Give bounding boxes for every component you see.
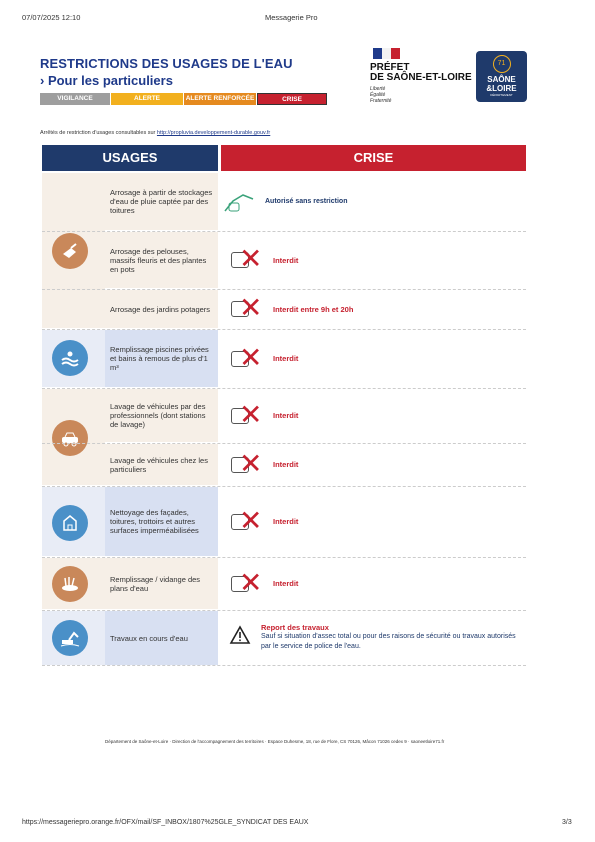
crise-cell (221, 444, 526, 485)
crise-cell (221, 558, 526, 609)
facade-cleaning-icon (52, 505, 88, 541)
level-alerte: ALERTE (111, 93, 183, 105)
status-text: Interdit (273, 460, 299, 469)
status-text: Interdit (273, 411, 299, 420)
level-alerte-renforcee: ALERTE RENFORCÉE (184, 93, 256, 105)
flag-white-icon (382, 48, 391, 59)
status-text: Interdit (273, 579, 299, 588)
propluvia-link[interactable]: http://propluvia.developpement-durable.gouv.fr (156, 130, 271, 136)
department-logo: 71 SAÔNE &LOIRE DÉPARTEMENT (476, 51, 527, 102)
usage-label: Remplissage piscines privées et bains à remous de plus d'1 m³ (105, 330, 218, 387)
flag-red-icon (391, 48, 400, 59)
usage-label: Remplissage / vidange des plans d'eau (105, 558, 218, 609)
level-crise: CRISE (257, 93, 327, 105)
watering-can-icon (52, 233, 88, 269)
crise-cell (221, 611, 526, 665)
excavator-icon (52, 620, 88, 656)
forbidden-car-wash-icon: ✕ (229, 451, 269, 479)
pool-icon (52, 340, 88, 376)
flag-blue-icon (373, 48, 382, 59)
forbidden-cleaning-icon: ✕ (229, 508, 269, 536)
warning-icon (229, 625, 251, 645)
forbidden-car-wash-icon: ✕ (229, 402, 269, 430)
rainwater-tank-icon (223, 191, 257, 213)
forbidden-garden-icon: ✕ (229, 295, 269, 323)
status-text: Interdit (273, 354, 299, 363)
status-text: Interdit entre 9h et 20h (273, 304, 354, 314)
pond-icon (52, 566, 88, 602)
row-divider (42, 665, 526, 666)
status-text: Report des travaux (261, 623, 329, 632)
usage-label: Travaux en cours d'eau (105, 611, 218, 665)
print-datetime: 07/07/2025 12:10 (22, 13, 81, 22)
forbidden-pool-icon: ✕ (229, 345, 269, 373)
print-tab-title: Messagerie Pro (265, 13, 318, 22)
crise-cell (221, 232, 526, 288)
usage-label: Nettoyage des façades, toitures, trottoirs et autres surfaces imperméabilisées (105, 487, 218, 556)
forbidden-watering-icon: ✕ (229, 246, 269, 274)
usage-label: Lavage de véhicules par des professionnels (dont stations de lavage) (105, 389, 218, 442)
arretes-note: Arrêtés de restriction d'usages consultables sur http://propluvia.developpement-durable.gouv.fr (40, 130, 271, 136)
crise-cell (221, 290, 526, 328)
prefet-logo: PRÉFET DE SAÔNE-ET-LOIRE (370, 62, 472, 83)
republic-motto: Liberté Égalité Fraternité (370, 86, 392, 104)
page-subtitle: › Pour les particuliers (40, 73, 173, 88)
crise-cell (221, 330, 526, 387)
column-header-usages: USAGES (42, 145, 218, 171)
level-vigilance: VIGILANCE (40, 93, 110, 105)
status-text: Interdit (273, 255, 299, 265)
crise-cell (221, 389, 526, 442)
status-text: Interdit (273, 517, 299, 526)
document-footer: Département de Saône-et-Loire · Direction de l'accompagnement des territoires · Espace Duhesme, 18, rue de Flore, CS 70126, Mâcon 71026 cedex 9 · saoneetloire71.fr (105, 739, 445, 744)
page-title: RESTRICTIONS DES USAGES DE L'EAU (40, 56, 293, 71)
usage-label: Arrosage des pelouses, massifs fleuris et des plantes en pots (105, 232, 218, 288)
crise-cell (221, 487, 526, 556)
column-header-crise: CRISE (221, 145, 526, 171)
print-page-number: 3/3 (562, 819, 572, 826)
forbidden-pond-icon: ✕ (229, 570, 269, 598)
status-text: Autorisé sans restriction (265, 198, 348, 205)
crise-cell (221, 173, 526, 230)
usage-label: Lavage de véhicules chez les particuliers (105, 444, 218, 485)
status-note: Sauf si situation d'assec total ou pour des raisons de sécurité ou travaux autorisés par le service de police de l'eau. (261, 633, 516, 650)
usage-label: Arrosage des jardins potagers (105, 290, 218, 328)
car-wash-icon (52, 420, 88, 456)
usage-label: Arrosage à partir de stockages d'eau de pluie captée par des toitures (105, 173, 218, 230)
print-url: https://messageriepro.orange.fr/OFX/mail/SF_INBOX/1807%25GLE_SYNDICAT DES EAUX (22, 819, 309, 826)
